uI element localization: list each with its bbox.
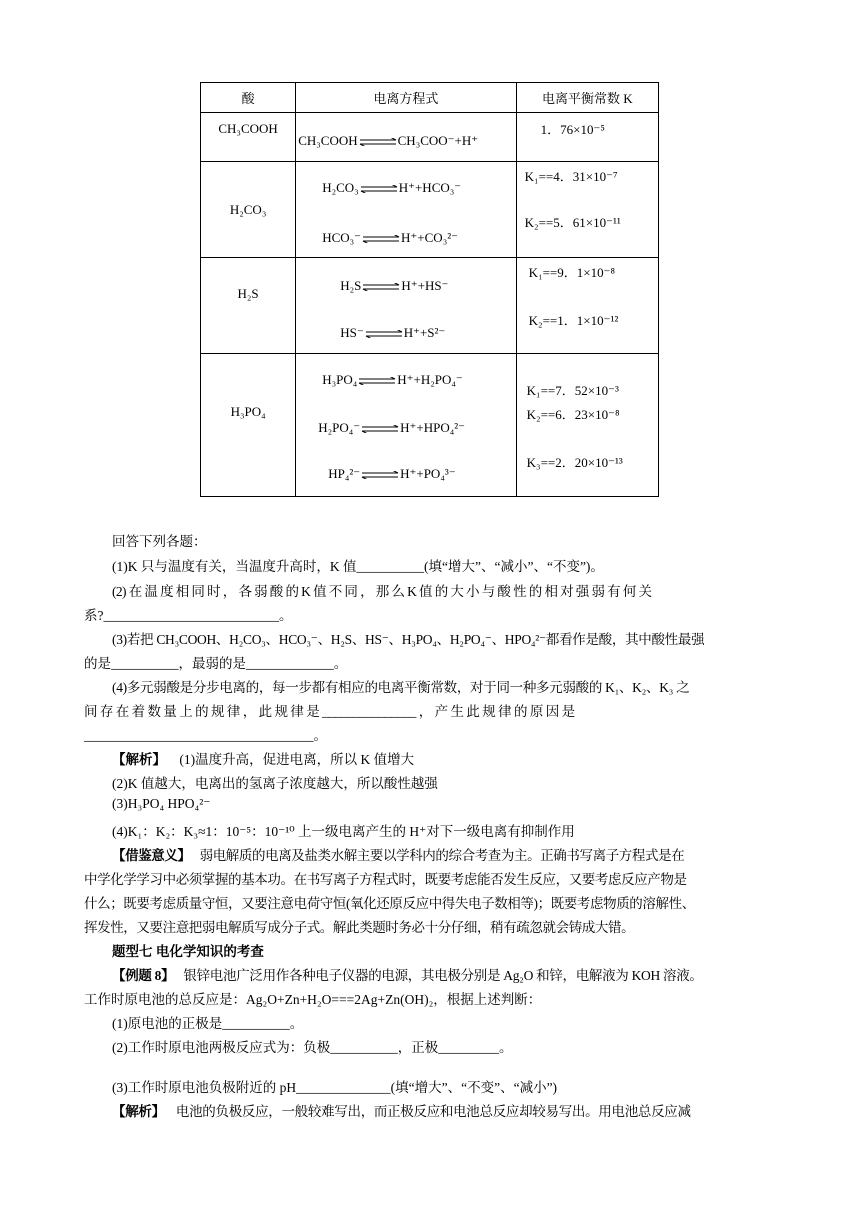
equilibrium-arrow-icon <box>361 425 399 433</box>
acid-name: CH₃COOH <box>218 121 278 136</box>
equation-left: HS⁻ <box>340 325 364 340</box>
analysis-2: (2)K 值越大，电离出的氢离子浓度越大，所以酸性越强 <box>112 776 438 791</box>
question-3-cont: 的是__________，最弱的是_____________。 <box>84 656 348 671</box>
reference-4: 挥发性，又要注意把弱电解质写成分子式。解此类题时务必十分仔细，稍有疏忽就会铸成大错。 <box>84 920 635 935</box>
constant-value: K₂==1．1×10⁻¹² <box>528 313 619 328</box>
constant-value: K₂==6．23×10⁻⁸ <box>526 407 620 422</box>
question-4-blank: __________________________________。 <box>84 728 327 743</box>
intro-line: 回答下列各题： <box>112 534 207 549</box>
question-3: (3)若把 CH₃COOH、H₂CO₃、HCO₃⁻、H₂S、HS⁻、H₃PO₄、H₂PO₄⁻、HPO₄²⁻都看作是酸，其中酸性最强 <box>112 632 705 647</box>
equation-left: H₃PO₄ <box>322 372 358 387</box>
equation-left: H₂S <box>340 278 362 293</box>
equation-right: H⁺+HS⁻ <box>401 278 449 293</box>
table-row <box>201 162 659 258</box>
equilibrium-arrow-icon <box>360 185 398 193</box>
equation <box>322 180 461 196</box>
analysis-line-1 <box>112 748 414 768</box>
question-4-cont: 间 存 在 着 数 量 上 的 规 律 ， 此 规 律 是 _______________ ， 产 生 此 规 律 的 原 因 是 <box>84 704 575 719</box>
constant-cell <box>516 113 658 162</box>
header-equation: 电离方程式 <box>296 83 516 113</box>
equation-right: H⁺+HPO₄²⁻ <box>400 420 466 435</box>
acid-cell <box>201 354 296 497</box>
equation-left: H₂PO₄⁻ <box>318 420 361 435</box>
constant-value: K₁==9．1×10⁻⁸ <box>528 265 615 280</box>
table-row <box>201 354 659 497</box>
analysis-label: 【解析】 <box>112 752 166 767</box>
equation <box>322 230 458 246</box>
equilibrium-arrow-icon <box>365 330 403 338</box>
table-row <box>201 258 659 354</box>
equilibrium-arrow-icon <box>362 235 400 243</box>
acid-name: H₂S <box>237 286 259 301</box>
question-2: (2) 在 温 度 相 同 时 ， 各 弱 酸 的 K 值 不 同 ， 那 么 K 值 的 大 小 与 酸 性 的 相 对 强 弱 有 何 关 <box>112 584 652 599</box>
equation-right: H⁺+CO₃²⁻ <box>401 230 458 245</box>
example-8-analysis <box>112 1100 691 1120</box>
equation-cell <box>296 113 516 162</box>
analysis-1: (1)温度升高，促进电离，所以 K 值增大 <box>179 752 415 767</box>
header-constant: 电离平衡常数 K <box>516 83 658 113</box>
reference-2: 中学化学学习中必须掌握的基本功。在书写离子方程式时，既要考虑能否发生反应，又要考虑反应产物是 <box>84 872 687 887</box>
equation-left: HP₄²⁻ <box>328 466 361 481</box>
reference-3: 什么；既要考虑质量守恒，又要注意电荷守恒(氧化还原反应中得失电子数相等)；既要考虑物质的溶解性、 <box>84 896 695 911</box>
equation-left: CH₃COOH <box>298 133 358 148</box>
example-8-intro: 银锌电池广泛用作各种电子仪器的电源，其电极分别是 Ag₂O 和锌，电解液为 KOH 溶液。 <box>183 968 703 983</box>
example-8-q2: (2)工作时原电池两极反应式为：负极__________，正极_________。 <box>112 1040 513 1055</box>
question-1: (1)K 只与温度有关，当温度升高时，K 值__________(填“增大”、“减小”、“不变”)。 <box>112 559 604 574</box>
example-8-q3: (3)工作时原电池负极附近的 pH______________(填“增大”、“不变”、“减小”) <box>112 1080 558 1095</box>
acid-name: H₂CO₃ <box>229 201 267 217</box>
equation-cell <box>296 162 516 258</box>
equation <box>298 133 478 149</box>
example-label: 【例题 8】 <box>112 968 175 983</box>
equation-right: CH₃COO⁻+H⁺ <box>397 133 479 148</box>
constant-value: K₃==2．20×10⁻¹³ <box>526 455 623 470</box>
analysis-label: 【解析】 <box>112 1104 165 1119</box>
equilibrium-arrow-icon <box>359 138 397 146</box>
equation-left: HCO₃⁻ <box>322 230 362 245</box>
equation-left: H₂CO₃ <box>322 180 359 195</box>
equation <box>340 325 445 341</box>
analysis-3: (3)H₃PO₄ HPO₄²⁻ <box>112 796 211 811</box>
question-2-cont: 系?__________________________。 <box>84 608 293 623</box>
equilibrium-arrow-icon <box>358 377 396 385</box>
example-8-line-2: 工作时原电池的总反应是：Ag₂O+Zn+H₂O===2Ag+Zn(OH)₂，根据上述判断： <box>84 992 542 1007</box>
constant-cell <box>516 162 658 258</box>
equation-cell <box>296 354 516 497</box>
equation-right: H⁺+S²⁻ <box>403 325 446 340</box>
section-heading-topic-7: 题型七 电化学知识的考查 <box>112 944 264 959</box>
ionization-constants-table <box>200 82 659 497</box>
analysis-4: (4)K₁：K₂：K₃≈1：10⁻⁵：10⁻¹⁰ 上一级电离产生的 H⁺对下一级电离有抑制作用 <box>112 824 575 839</box>
constant-value: K₁==7．52×10⁻³ <box>526 383 619 398</box>
equation-right: H⁺+PO₄³⁻ <box>400 466 456 481</box>
equation <box>318 420 465 436</box>
equilibrium-arrow-icon <box>362 283 400 291</box>
example-8-q1: (1)原电池的正极是__________。 <box>112 1016 304 1031</box>
equation <box>340 278 448 294</box>
header-acid: 酸 <box>201 83 296 113</box>
equilibrium-arrow-icon <box>361 471 399 479</box>
acid-cell <box>201 162 296 258</box>
question-4: (4)多元弱酸是分步电离的，每一步都有相应的电离平衡常数，对于同一种多元弱酸的 K₁、K₂、K₃ 之 <box>112 680 690 695</box>
constant-value: K₂==5．61×10⁻¹¹ <box>524 215 621 230</box>
acid-cell <box>201 113 296 162</box>
reference-label: 【借鉴意义】 <box>112 848 191 863</box>
table-header-row <box>201 83 659 113</box>
equation <box>322 372 463 388</box>
equation-right: H⁺+HCO₃⁻ <box>398 180 462 195</box>
example-8-line-1 <box>112 964 703 984</box>
acid-name: H₃PO₄ <box>230 404 266 419</box>
acid-cell <box>201 258 296 354</box>
table-row <box>201 113 659 162</box>
example-8-analysis-text: 电池的负极反应，一般较难写出，而正极反应和电池总反应却较易写出。用电池总反应减 <box>175 1104 691 1119</box>
constant-value: 1．76×10⁻⁵ <box>540 122 605 137</box>
equation-cell <box>296 258 516 354</box>
equation <box>328 466 455 482</box>
reference-line-1 <box>112 844 684 864</box>
reference-1: 弱电解质的电离及盐类水解主要以学科内的综合考查为主。正确书写离子方程式是在 <box>199 848 685 863</box>
constant-value: K₁==4．31×10⁻⁷ <box>524 169 618 184</box>
equation-right: H⁺+H₂PO₄⁻ <box>397 372 463 387</box>
constant-cell <box>516 354 658 497</box>
constant-cell <box>516 258 658 354</box>
